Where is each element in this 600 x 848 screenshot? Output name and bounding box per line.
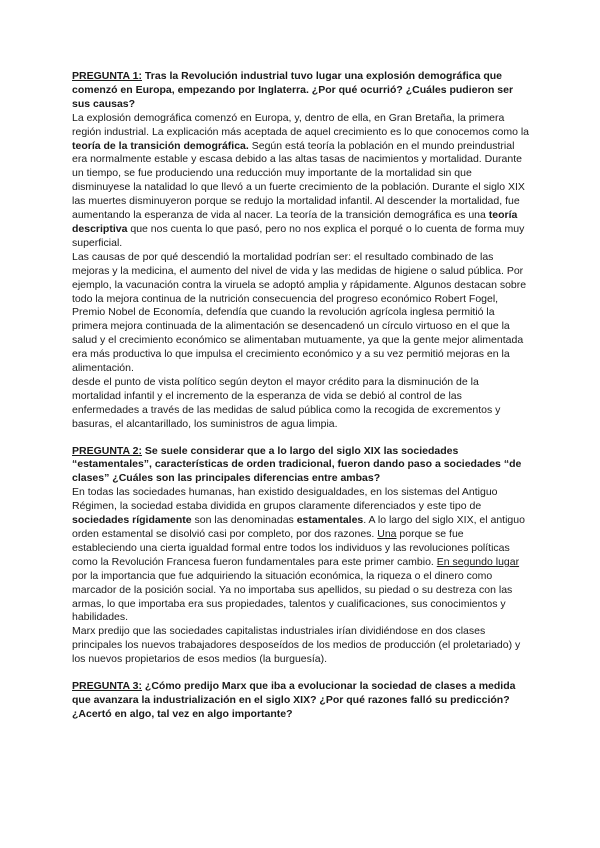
- answer-paragraph: [72, 486, 530, 625]
- answer-paragraph: [72, 376, 530, 432]
- question-text: Se suele considerar que a lo largo del siglo XIX las sociedades “estamentales”, características de orden tradicional, fueron dando paso a sociedades “de clases” ¿Cuáles son las principales diferencias entre ambas?: [72, 444, 522, 485]
- answer-text: Marx predijo que las sociedades capitalistas industriales irían dividiéndose en dos clases principales los nuevos trabajadores desposeídos de los medios de producción (el proletariado) y los nuevos propietarios de esos medios (la burguesía).: [72, 625, 521, 666]
- answer-text: porque se fue estableciendo una cierta igualdad formal entre todos los individuos y las revoluciones políticas como la Revolución Francesa fueron fundamentales para este primer cambio.: [72, 528, 510, 568]
- question-label: PREGUNTA 2:: [72, 444, 143, 457]
- question-label: PREGUNTA 3:: [72, 680, 143, 693]
- bold-term: teoría de la transición demográfica.: [72, 139, 249, 152]
- section-gap: [72, 667, 530, 680]
- bold-term: sociedades rígidamente: [72, 514, 192, 527]
- question-heading: [72, 445, 530, 487]
- question-heading: [72, 680, 530, 722]
- answer-text: Las causas de por qué descendió la mortalidad podrían ser: el resultado combinado de las mejoras y la medicina, el aumento del nivel de vida y las medidas de higiene o salud pública. Por ejemplo, la vacunación contra la viruela se adoptó amplia y rápidamente. Algunos destacan sobre todo la mejora continua de la nutrición consecuencia del progreso económico Robert Fogel, Premio Nobel de Economía, defendía que cuando la revolución agrícola inglesa permitió la primera mejora continuada de la alimentación se desencadenó un círculo virtuoso en el que la salud y el crecimiento económico se alimentaban mutuamente, ya que la gente mejor alimentada era más productiva lo que impulsa el crecimiento económico y a su vez permitió mejoras en la alimentación.: [72, 250, 527, 375]
- answer-text: por la importancia que fue adquiriendo la situación económica, la riqueza o el dinero como marcador de la posición social. Ya no importaba sus apellidos, su piedad o su destreza con las armas, lo que importaba era sus propiedades, talentos y cualificaciones, sus conocimientos y habilidades.: [72, 569, 513, 624]
- underlined-text: Una: [377, 528, 397, 540]
- section-gap: [72, 432, 530, 445]
- question-label: PREGUNTA 1:: [72, 70, 143, 82]
- bold-term: teoría descriptiva: [72, 209, 518, 235]
- bold-term: estamentales: [296, 514, 364, 527]
- answer-text: desde el punto de vista político según deyton el mayor crédito para la disminución de la mortalidad infantil y el incremento de la esperanza de vida se debió al control de las enfermedades a través de las medidas de salud pública como la recogida de excrementos y basuras, el alcantarillado, los suministros de agua limpia.: [72, 375, 501, 430]
- document-body: [72, 70, 530, 722]
- question-text: Tras la Revolución industrial tuvo lugar una explosión demográfica que comenzó en Europa, empezando por Inglaterra. ¿Por qué ocurrió? ¿Cuáles pudieron ser sus causas?: [72, 70, 514, 110]
- answer-text: que nos cuenta lo que pasó, pero no nos explica el porqué o lo cuenta de forma muy superficial.: [72, 222, 525, 249]
- question-text: ¿Cómo predijo Marx que iba a evolucionar la sociedad de clases a medida que avanzara la industrialización en el siglo XIX? ¿Por qué razones falló su predicción? ¿Acertó en algo, tal vez en algo importante?: [72, 680, 516, 720]
- answer-text: . A lo largo del siglo XIX, el antiguo orden estamental se disolvió casi por completo, por dos razones.: [72, 514, 525, 540]
- answer-text: La explosión demográfica comenzó en Europa, y, dentro de ella, en Gran Bretaña, la primera región industrial. La explicación más aceptada de aquel crecimiento es lo que conocemos como la: [72, 111, 530, 138]
- answer-paragraph: [72, 112, 530, 251]
- underlined-text: En segundo lugar: [436, 555, 520, 568]
- answer-paragraph: [72, 251, 530, 376]
- answer-text: Según está teoría la población en el mundo preindustrial era normalmente estable y escasa debido a las altas tasas de nacimientos y mortalidad. Durante un tiempo, se fue produciendo una reducción muy importante de la mortalidad sin que disminuyese la natalidad lo que llevó a un fuerte crecimiento de la población. Durante el siglo XIX las muertes disminuyeron porque se redujo la mortalidad infantil. Al descender la mortalidad, fue aumentando la esperanza de vida al nacer. La teoría de la transición demográfica es una: [72, 139, 525, 222]
- answer-text: En todas las sociedades humanas, han existido desigualdades, en los sistemas del Antiguo Régimen, la sociedad estaba dividida en grupos claramente diferenciados y este tipo de: [72, 486, 498, 513]
- document-page: [72, 70, 530, 722]
- answer-text: son las denominadas: [191, 514, 297, 527]
- answer-paragraph: [72, 625, 530, 667]
- question-heading: [72, 70, 530, 112]
